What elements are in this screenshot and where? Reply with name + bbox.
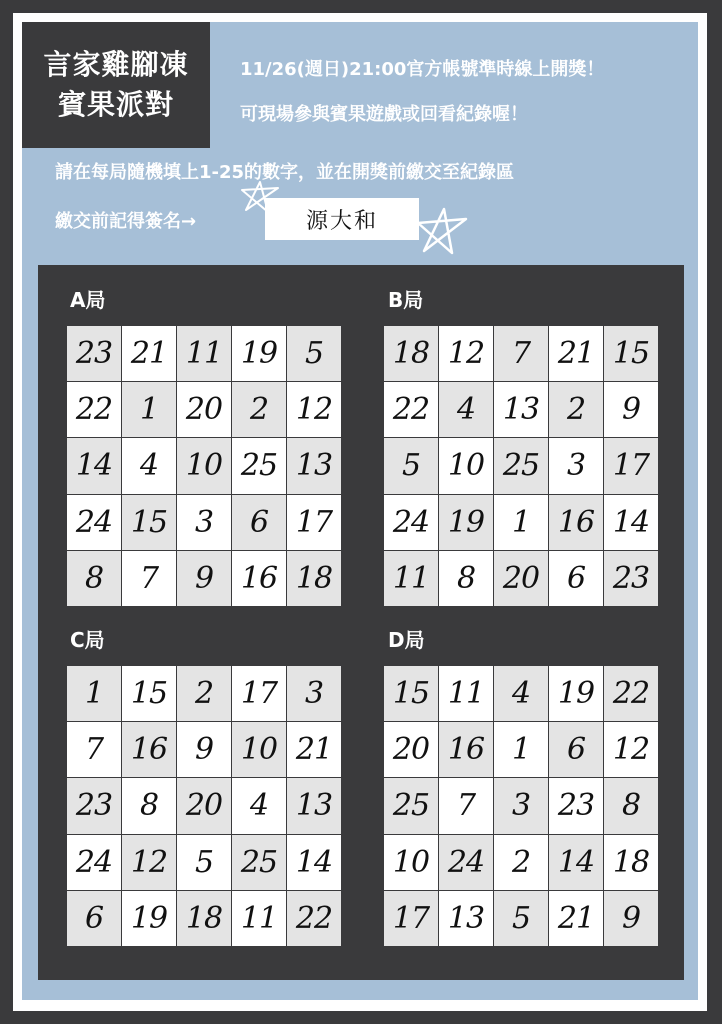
bingo-cell[interactable]: 3 (549, 438, 603, 493)
bingo-grid-c (66, 665, 342, 947)
bingo-cell[interactable]: 2 (549, 382, 603, 437)
bingo-cell[interactable]: 25 (232, 438, 286, 493)
bingo-cell[interactable]: 25 (384, 778, 438, 833)
bingo-cell[interactable]: 19 (122, 891, 176, 946)
bingo-cell[interactable]: 2 (177, 666, 231, 721)
bingo-cell[interactable]: 24 (67, 835, 121, 890)
bingo-cell[interactable]: 15 (384, 666, 438, 721)
bingo-cell[interactable]: 19 (549, 666, 603, 721)
bingo-cell[interactable]: 9 (604, 382, 658, 437)
bingo-cell[interactable]: 1 (122, 382, 176, 437)
bingo-cell[interactable]: 13 (439, 891, 493, 946)
bingo-grid-d (383, 665, 659, 947)
bingo-cell[interactable]: 11 (232, 891, 286, 946)
bingo-cell[interactable]: 13 (287, 438, 341, 493)
bingo-cell[interactable]: 5 (177, 835, 231, 890)
title-line-1: 言家雞腳凍 (43, 48, 189, 81)
bingo-cell[interactable]: 12 (604, 722, 658, 777)
bingo-cell[interactable]: 12 (122, 835, 176, 890)
bingo-cell[interactable]: 7 (67, 722, 121, 777)
bingo-cell[interactable]: 9 (604, 891, 658, 946)
bingo-cell[interactable]: 4 (439, 382, 493, 437)
round-label-b: B局 (388, 288, 424, 312)
bingo-cell[interactable]: 22 (604, 666, 658, 721)
bingo-cell[interactable]: 6 (549, 551, 603, 606)
bingo-cell[interactable]: 13 (287, 778, 341, 833)
signature-prompt: 繳交前記得簽名→ (55, 211, 197, 232)
bingo-cell[interactable]: 3 (177, 495, 231, 550)
bingo-cell[interactable]: 23 (549, 778, 603, 833)
bingo-cell[interactable]: 16 (549, 495, 603, 550)
bingo-cell[interactable]: 4 (232, 778, 286, 833)
bingo-cell[interactable]: 20 (494, 551, 548, 606)
bingo-cell[interactable]: 17 (287, 495, 341, 550)
bingo-cell[interactable]: 7 (494, 326, 548, 381)
bingo-cell[interactable]: 4 (494, 666, 548, 721)
bingo-cell[interactable]: 14 (287, 835, 341, 890)
bingo-cell[interactable]: 17 (232, 666, 286, 721)
round-label-d: D局 (388, 628, 425, 652)
bingo-cell[interactable]: 20 (177, 778, 231, 833)
bingo-cell[interactable]: 2 (494, 835, 548, 890)
bingo-cell[interactable]: 21 (287, 722, 341, 777)
bingo-cell[interactable]: 16 (439, 722, 493, 777)
round-label-a: A局 (70, 288, 106, 312)
bingo-cell[interactable]: 17 (384, 891, 438, 946)
bingo-cell[interactable]: 14 (604, 495, 658, 550)
bingo-cell[interactable]: 9 (177, 551, 231, 606)
bingo-cell[interactable]: 3 (494, 778, 548, 833)
bingo-cell[interactable]: 10 (439, 438, 493, 493)
bingo-cell[interactable]: 24 (384, 495, 438, 550)
bingo-cell[interactable]: 10 (177, 438, 231, 493)
round-label-c: C局 (70, 628, 105, 652)
bingo-cell[interactable]: 21 (549, 326, 603, 381)
bingo-cell[interactable]: 22 (287, 891, 341, 946)
bingo-cell[interactable]: 9 (177, 722, 231, 777)
bingo-cell[interactable]: 2 (232, 382, 286, 437)
bingo-cell[interactable]: 19 (232, 326, 286, 381)
bingo-grid-a (66, 325, 342, 607)
bingo-cell[interactable]: 4 (122, 438, 176, 493)
title-line-2: 賓果派對 (57, 88, 174, 121)
star-doodle-icon (412, 205, 470, 257)
bingo-cell[interactable]: 10 (232, 722, 286, 777)
bingo-cell[interactable]: 5 (384, 438, 438, 493)
bingo-cell[interactable]: 18 (287, 551, 341, 606)
bingo-cell[interactable]: 18 (384, 326, 438, 381)
bingo-cell[interactable]: 11 (384, 551, 438, 606)
bingo-cell[interactable]: 8 (604, 778, 658, 833)
bingo-cell[interactable]: 17 (604, 438, 658, 493)
bingo-cell[interactable]: 13 (494, 382, 548, 437)
bingo-cell[interactable]: 11 (439, 666, 493, 721)
bingo-cell[interactable]: 5 (287, 326, 341, 381)
bingo-cell[interactable]: 12 (439, 326, 493, 381)
instruction-line: 請在每局隨機填上1-25的數字，並在開獎前繳交至紀錄區 (55, 162, 515, 183)
bingo-cell[interactable]: 21 (122, 326, 176, 381)
bingo-cell[interactable]: 16 (232, 551, 286, 606)
bingo-cell[interactable]: 19 (439, 495, 493, 550)
bingo-cell[interactable]: 23 (67, 326, 121, 381)
bingo-cell[interactable]: 23 (604, 551, 658, 606)
bingo-cell[interactable]: 3 (287, 666, 341, 721)
signature-field[interactable]: 源大和 (265, 198, 419, 240)
bingo-cell[interactable]: 21 (549, 891, 603, 946)
bingo-cell[interactable]: 15 (604, 326, 658, 381)
bingo-cell[interactable]: 20 (177, 382, 231, 437)
bingo-cell[interactable]: 8 (122, 778, 176, 833)
bingo-cell[interactable]: 8 (67, 551, 121, 606)
bingo-cell[interactable]: 14 (549, 835, 603, 890)
bingo-cell[interactable]: 22 (384, 382, 438, 437)
bingo-cell[interactable]: 7 (122, 551, 176, 606)
bingo-cell[interactable]: 23 (67, 778, 121, 833)
bingo-cell[interactable]: 18 (604, 835, 658, 890)
bingo-cell[interactable]: 24 (439, 835, 493, 890)
bingo-cell[interactable]: 25 (232, 835, 286, 890)
bingo-cell[interactable]: 24 (67, 495, 121, 550)
bingo-cell[interactable]: 1 (67, 666, 121, 721)
bingo-cell[interactable]: 20 (384, 722, 438, 777)
bingo-cell[interactable]: 5 (494, 891, 548, 946)
bingo-cell[interactable]: 7 (439, 778, 493, 833)
bingo-cell[interactable]: 10 (384, 835, 438, 890)
bingo-cell[interactable]: 18 (177, 891, 231, 946)
bingo-cell[interactable]: 11 (177, 326, 231, 381)
bingo-grid-b (383, 325, 659, 607)
bingo-cell[interactable]: 6 (549, 722, 603, 777)
bingo-cell[interactable]: 6 (232, 495, 286, 550)
bingo-cell[interactable]: 6 (67, 891, 121, 946)
title-box (22, 22, 210, 148)
bingo-cell[interactable]: 15 (122, 666, 176, 721)
bingo-cell[interactable]: 22 (67, 382, 121, 437)
announcement-line-1: 11/26(週日)21:00官方帳號準時線上開獎！ (240, 59, 605, 80)
bingo-cell[interactable]: 12 (287, 382, 341, 437)
bingo-cell[interactable]: 15 (122, 495, 176, 550)
bingo-cell[interactable]: 16 (122, 722, 176, 777)
bingo-cell[interactable]: 25 (494, 438, 548, 493)
bingo-cell[interactable]: 8 (439, 551, 493, 606)
bingo-cell[interactable]: 1 (494, 495, 548, 550)
bingo-cell[interactable]: 14 (67, 438, 121, 493)
announcement-line-2: 可現場參與賓果遊戲或回看紀錄喔！ (240, 104, 528, 125)
bingo-cell[interactable]: 1 (494, 722, 548, 777)
